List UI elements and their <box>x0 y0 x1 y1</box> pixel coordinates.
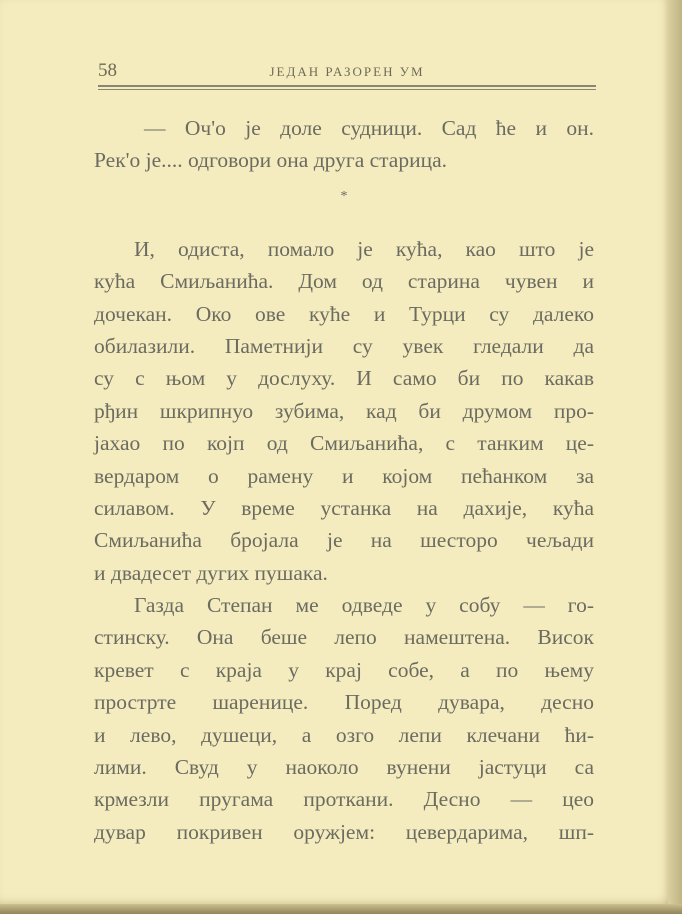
text-line: и лево, душеци, а озго лепи клечани ћи- <box>94 722 594 747</box>
text-line: Рек'о је.... одговори она друга старица. <box>94 148 448 173</box>
running-title: ЈЕДАН РАЗОРЕН УМ <box>269 64 425 79</box>
running-header <box>98 60 596 82</box>
text-line: Смиљанића бројала је на шесторо чељади <box>94 528 594 553</box>
text-line: прострте шаренице. Поред дувара, десно <box>94 690 594 715</box>
text-line: стинску. Она беше лепо намештена. Висок <box>94 625 594 650</box>
text-line: су с њом у дослуху. И само би по какав <box>94 366 594 391</box>
paragraph-house <box>94 233 594 589</box>
text-line: обилазили. Паметнији су увек гледали да <box>94 333 594 358</box>
text-line: вердаром о рамену и којом пећанком за <box>94 463 594 488</box>
text-line: дувар покривен оружјем: цевердарима, шп- <box>94 819 594 844</box>
text-line: и двадесет дугих пушака. <box>94 560 328 585</box>
header-rule-thin <box>98 89 596 90</box>
page-number: 58 <box>98 60 117 81</box>
text-line: кревет с краја у крај собе, а по њему <box>94 657 594 682</box>
header-rule-thick <box>98 85 596 87</box>
text-line: јахао по којп од Смиљанића, с танким це- <box>94 431 594 456</box>
text-line: Газда Степан ме одведе у собу — го- <box>134 593 594 618</box>
text-line: лими. Свуд у наоколо вунени јастуци са <box>94 755 594 780</box>
page-edge-right <box>668 0 682 914</box>
text-line: силавом. У време устанка на дахије, кућа <box>94 495 594 520</box>
text-line: — Оч'о је доле судници. Сад ће и он. <box>144 116 594 140</box>
section-separator: * <box>340 188 348 204</box>
text-line: И, одиста, помало је кућа, као што је <box>134 236 594 261</box>
text-line: крмезли пругама проткани. Десно — цео <box>94 787 594 812</box>
page-edge-bottom <box>0 904 682 914</box>
text-line: кућа Смиљанића. Дом од старина чувен и <box>94 269 594 294</box>
text-line: дочекан. Око ове куће и Турци су далеко <box>94 301 594 326</box>
body-text <box>94 112 594 848</box>
text-line: рђин шкрипнуо зубима, кад би друмом про- <box>94 398 594 423</box>
paragraph-dialogue <box>94 112 594 177</box>
paragraph-room <box>94 589 594 848</box>
